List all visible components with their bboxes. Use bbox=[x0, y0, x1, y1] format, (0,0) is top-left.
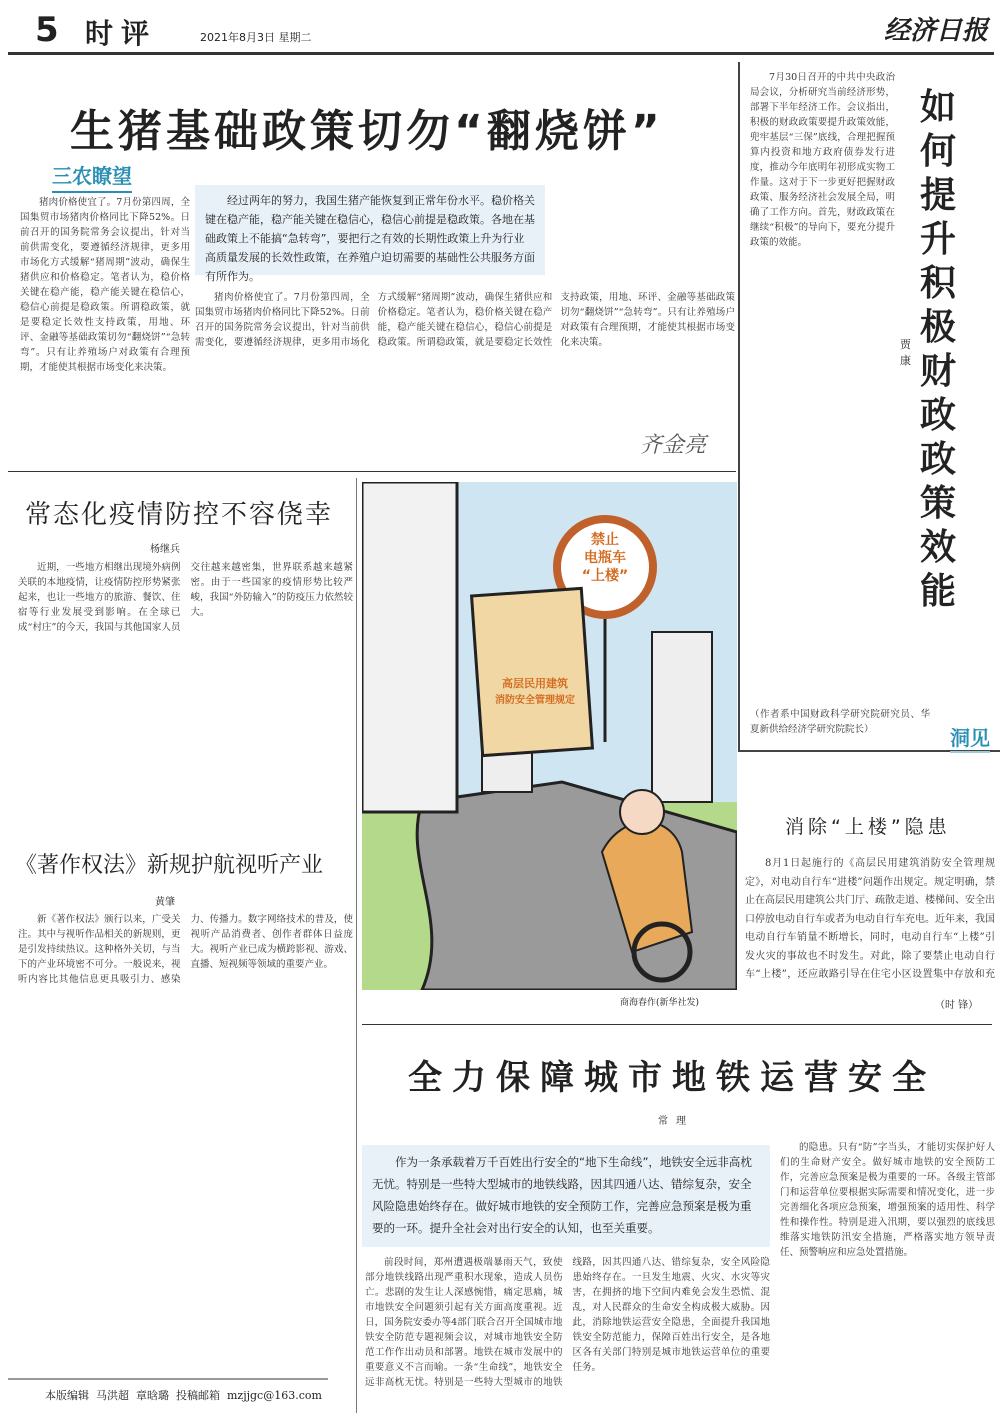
column-divider bbox=[356, 478, 357, 1413]
cartoon-illustration bbox=[362, 482, 737, 990]
metro-headline: 全力保障城市地铁运营安全 bbox=[408, 1058, 936, 1098]
copyright-headline: 《著作权法》新规护航视听产业 bbox=[15, 853, 324, 878]
pig-body bbox=[20, 195, 190, 465]
epidemic-headline: 常态化疫情防控不容侥幸 bbox=[25, 500, 334, 530]
pig-body-text: 猪肉价格使宜了。7月份第四周，全国集贸市场猪肉价格同比下降52%。日前召开的国务院常务会议提出，针对当前供需变化，要遵循经济规律，更多用市场化方式缓解“猪周期”波动，确保生猪供应和价格稳定。笔者认为，稳价格关键在稳产能，稳产能关键在稳信心，稳信心前提是稳政策。所谓稳政策，就是要稳定长效性支持政策，用地、环评、金融等基础政策切勿“翻烧饼”“急转弯”。只有让养殖场户对政策有合理预期，才能使其根据市场变化来决策。 bbox=[20, 197, 190, 373]
pig-headline: 生猪基础政策切勿“翻烧饼” bbox=[70, 106, 664, 157]
copyright-author: 黄肇 bbox=[155, 897, 175, 908]
ebike-body-text: 8月1日起施行的《高层民用建筑消防安全管理规定》，对电动自行车“进楼”问题作出规定。规定明确，禁止在高层民用建筑公共门厅、疏散走道、楼梯间、安全出口停放电动自行车或者为电动自行车充电。近年来，我国电动自行车销量不断增长，同时，电动自行车“上楼”引发火灾的事故也不时发生。对此，除了要禁止电动自行车“上楼”，还应敢路引导在住宅小区设置集中存放和充 bbox=[745, 858, 995, 980]
metro-summary: 作为一条承载着万千百姓出行安全的“地下生命线”，地铁安全远非高枕无忧。特别是一些特大型城市的地铁线路，因其四通八达、错综复杂，安全风险隐患始终存在。做好城市地铁的安全预防工作，完善应急预案是极为重要的一环。提升全社会对出行安全的认知，也至关重要。 bbox=[362, 1145, 770, 1247]
pig-body-cols bbox=[195, 290, 735, 410]
ebike-author: （时 锋） bbox=[935, 1000, 979, 1011]
pig-summary: 经过两年的努力，我国生猪产能恢复到正常年份水平。稳价格关键在稳产能，稳产能关键在稳信心，稳信心前提是稳政策。各地在基础政策上不能搞“急转弯”，要把行之有效的长期性政策上升为行业高质量发展的长效性政策，在养殖户迫切需要的基础性公共服务方面有所作为。 bbox=[195, 185, 545, 275]
fiscal-body-text: 7月30日召开的中共中央政治局会议，分析研究当前经济形势，部署下半年经济工作。会议指出，积极的财政政策要提升政策效能，兜牢基层“三保”底线，合理把握预算内投资和地方政府债券发行进度，推动今年底明年初形成实物工作量。这对于下一步更好把握财政政策、服务经济社会发展全局，明确了工作方向。首先，财政政策在继续“积极”的导向下，要充分提升政策的效能。 bbox=[750, 72, 895, 248]
pig-body-text-cont: 猪肉价格使宜了。7月份第四周，全国集贸市场猪肉价格同比下降52%。日前召开的国务院常务会议提出，针对当前供需变化，要遵循经济规律，更多用市场化方式缓解“猪周期”波动，确保生猪供应和价格稳定。笔者认为，稳价格关键在稳产能，稳产能关键在稳信心，稳信心前提是稳政策。所谓稳政策，就是要稳定长效性支持政策，用地、环评、金融等基础政策切勿“翻烧饼”“急转弯”。只有让养殖场户对政策有合理预期，才能使其根据市场变化来决策。 bbox=[195, 292, 735, 348]
sign-line-1: 禁止 bbox=[591, 532, 619, 548]
cartoon-credit: 商海春作(新华社发) bbox=[620, 998, 700, 1008]
cartoon-scene bbox=[362, 482, 737, 990]
metro-body-right-text: 的隐患。只有“防”字当头，才能切实保护好人们的生命财产安全。做好城市地铁的安全预防工作，完善应急预案是极为重要的一环。各级主管部门和运营单位要根据实际需要和情况变化，进一步完善细化各项应急预案，增强预案的适用性、科学性和操作性。特别是进入汛期，要以强烈的底线思维落实地铁防汛安全措施，严格落实地方领导责任、预警响应和应急处置措施。 bbox=[780, 1142, 995, 1258]
fiscal-column-tag: 洞见 bbox=[950, 722, 990, 753]
footer-rule bbox=[8, 1378, 328, 1380]
page-footer: 本版编辑 马洪超 章晗璐 投稿邮箱 mzjjgc@163.com bbox=[45, 1389, 322, 1402]
section-divider bbox=[8, 471, 736, 472]
ebike-headline: 消除“上楼”隐患 bbox=[785, 816, 951, 838]
paper-logo: 经济日报 bbox=[883, 16, 988, 46]
fiscal-title: 如何提升积极财政政策效能 bbox=[920, 87, 957, 612]
sign-line-2: 电瓶车 bbox=[584, 550, 626, 566]
copyright-body bbox=[18, 912, 353, 1367]
fiscal-note: （作者系中国财政科学研究院研究员、华夏新供给经济学研究院院长） bbox=[750, 709, 930, 735]
epidemic-body-text: 近期，一些地方相继出现境外病例关联的本地疫情，让疫情防控形势紧张起来，也让一些地方的旅游、餐饮、住宿等行业发展受到影响。在全球已成“村庄”的今天，我国与其他国家人员交往越来越密集，世界联系越来越紧密。由于一些国家的疫情形势比较严峻，我国“外防输入”的防疫压力依然较大。 bbox=[18, 562, 353, 633]
issue-date: 2021年8月3日 星期二 bbox=[200, 31, 312, 44]
pig-column-tag: 三农瞭望 bbox=[52, 160, 132, 193]
copyright-body-text: 新《著作权法》颁行以来，广受关注。其中与视听作品相关的新规则，更是引发持续热议。这种格外关切，与当下的产业环境密不可分。一般说来，视听内容比其他信息更具吸引力、感染力、传播力。数字网络技术的普及，使视听产品消费者、创作者群体日益庞大。视听产业已成为横跨影视、游戏、直播、短视频等领域的重要产业。 bbox=[18, 914, 353, 985]
doc-line-2: 消防安全管理规定 bbox=[495, 695, 575, 706]
metro-body-right bbox=[780, 1140, 995, 1413]
section-divider-2 bbox=[362, 1024, 992, 1025]
fiscal-author: 贾康 bbox=[900, 338, 911, 367]
section-name: 时评 bbox=[85, 17, 158, 50]
page-number: 5 bbox=[35, 10, 59, 50]
epidemic-author: 杨继兵 bbox=[150, 544, 180, 555]
metro-author: 常理 bbox=[658, 1116, 694, 1127]
metro-body-text: 前段时间，郑州遭遇极端暴雨天气，致使部分地铁线路出现严重积水现象，造成人员伤亡。悲剧的发生让人深感惋惜，痛定思痛，城市地铁安全问题须引起有关方面高度重视。近日，国务院安委办等4部门联合召开全国城市地铁安全防范专题视频会议，对城市地铁安全防范工作作出动员和部署。地铁在城市发展中的重要意义不言而喻。一条“生命线”，地铁安全远非高枕无忧。特别是一些特大型城市的地铁线路，因其四通八达、错综复杂，安全风险隐患始终存在。一旦发生地震、火灾、水灾等灾害，在拥挤的地下空间内难免会发生恐慌、混乱，对人民群众的生命安全构成极大威胁。因此，消除地铁运营安全隐患，全面提升我国地铁安全防范能力，保障百姓出行安全，是各地区各有关部门特别是城市地铁运营单位的重要任务。 bbox=[365, 1257, 770, 1388]
ebike-body bbox=[745, 855, 995, 985]
fiscal-body bbox=[750, 70, 895, 700]
fiscal-article-box bbox=[738, 62, 1000, 752]
metro-body bbox=[365, 1255, 770, 1413]
doc-line-1: 高层民用建筑 bbox=[502, 677, 568, 690]
pig-signature: 齐金亮 bbox=[640, 433, 707, 458]
sign-line-3: “上楼” bbox=[581, 568, 629, 584]
epidemic-body bbox=[18, 560, 353, 815]
masthead-rule bbox=[8, 52, 994, 55]
